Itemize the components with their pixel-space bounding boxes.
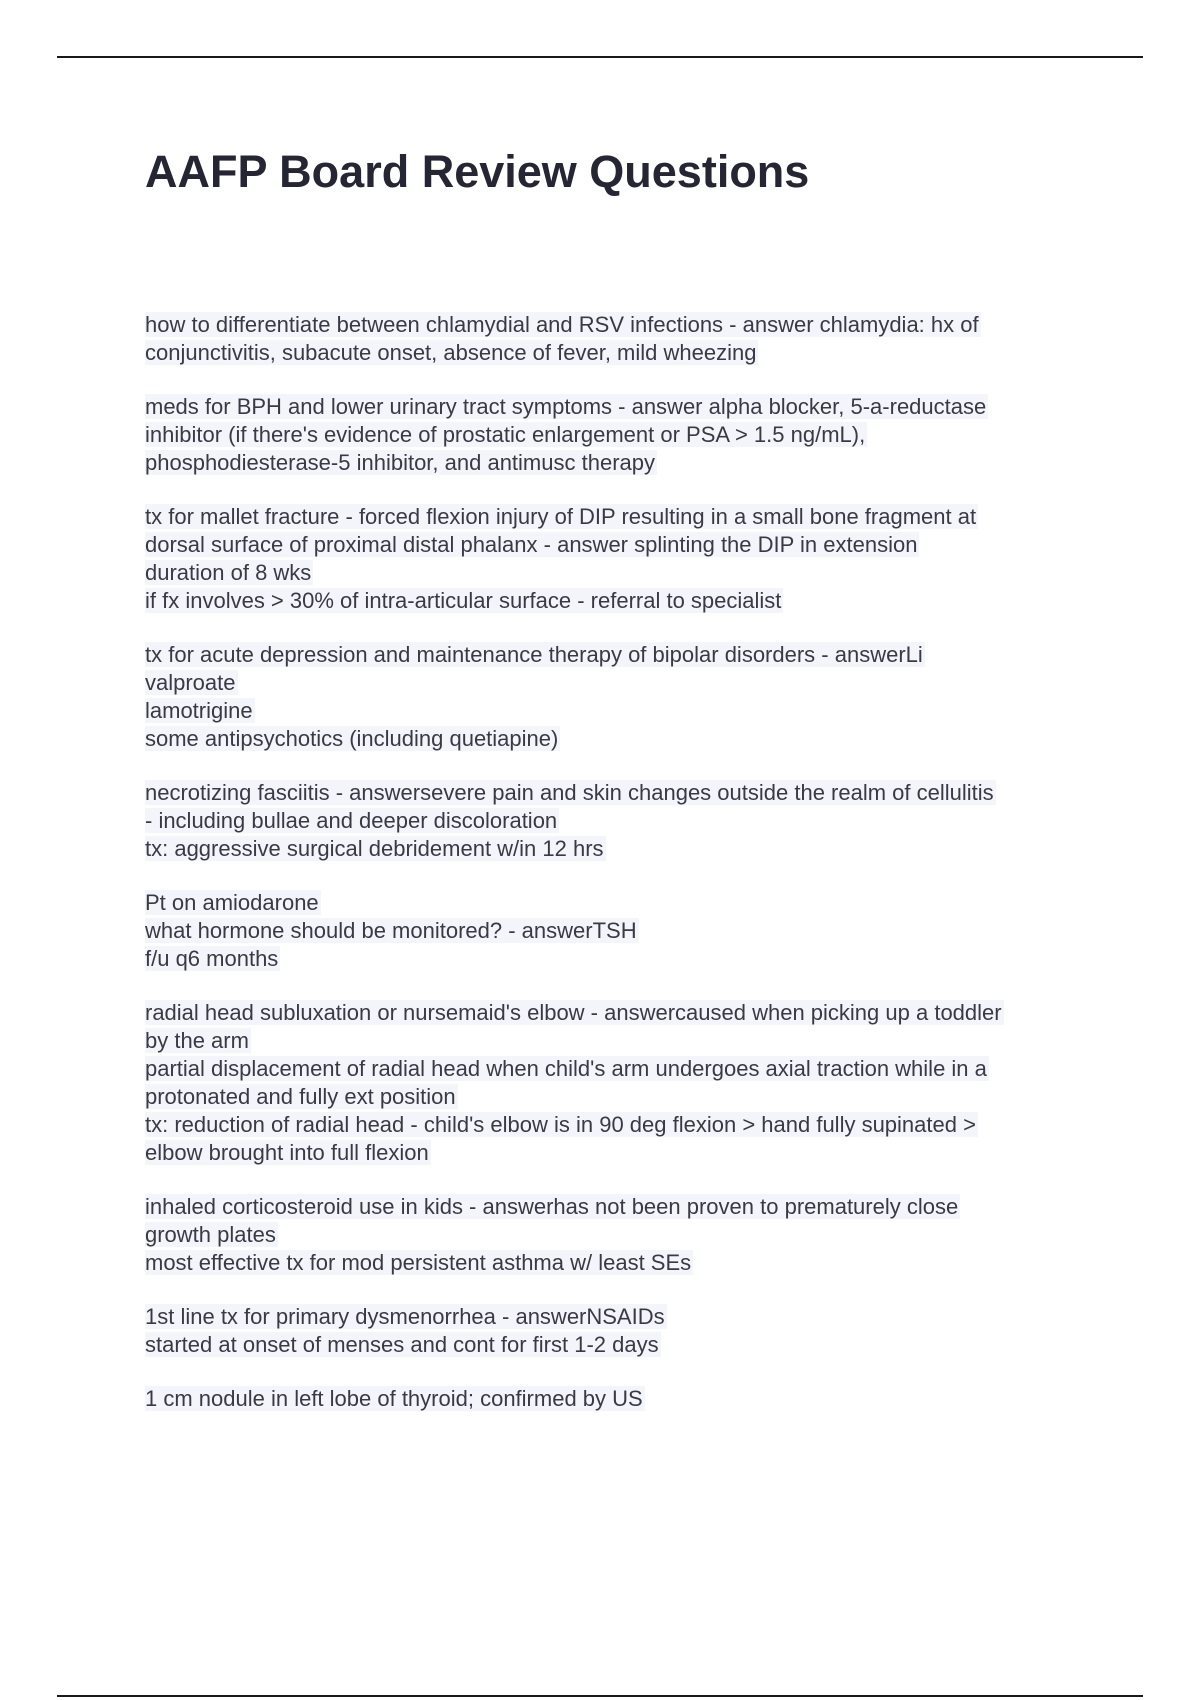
qa-line: elbow brought into full flexion xyxy=(145,1140,429,1165)
qa-line: necrotizing fasciitis - answersevere pain and skin changes outside the realm of cellulitis xyxy=(145,780,994,805)
qa-line: valproate xyxy=(145,670,236,695)
qa-card xyxy=(145,393,1090,477)
qa-line: protonated and fully ext position xyxy=(145,1084,456,1109)
qa-line: by the arm xyxy=(145,1028,249,1053)
bottom-rule xyxy=(57,1695,1143,1697)
qa-line: lamotrigine xyxy=(145,698,253,723)
qa-line: 1 cm nodule in left lobe of thyroid; confirmed by US xyxy=(145,1386,643,1411)
qa-line: 1st line tx for primary dysmenorrhea - answerNSAIDs xyxy=(145,1304,665,1329)
qa-line: conjunctivitis, subacute onset, absence of fever, mild wheezing xyxy=(145,340,757,365)
qa-card xyxy=(145,1303,1090,1359)
qa-line: meds for BPH and lower urinary tract symptoms - answer alpha blocker, 5-a-reductase xyxy=(145,394,987,419)
qa-card xyxy=(145,999,1090,1167)
qa-line: most effective tx for mod persistent asthma w/ least SEs xyxy=(145,1250,692,1275)
top-rule xyxy=(57,56,1143,58)
qa-line: what hormone should be monitored? - answerTSH xyxy=(145,918,637,943)
qa-card xyxy=(145,641,1090,753)
qa-line: partial displacement of radial head when child's arm undergoes axial traction while in a xyxy=(145,1056,987,1081)
qa-card xyxy=(145,889,1090,973)
page-title: AAFP Board Review Questions xyxy=(145,146,810,197)
qa-line: started at onset of menses and cont for first 1-2 days xyxy=(145,1332,659,1357)
qa-line: duration of 8 wks xyxy=(145,560,312,585)
qa-line: inhaled corticosteroid use in kids - answerhas not been proven to prematurely close xyxy=(145,1194,959,1219)
qa-line: f/u q6 months xyxy=(145,946,279,971)
qa-line: growth plates xyxy=(145,1222,276,1247)
qa-line: how to differentiate between chlamydial and RSV infections - answer chlamydia: hx of xyxy=(145,312,979,337)
qa-card xyxy=(145,311,1090,367)
qa-list xyxy=(145,311,1090,1439)
qa-line: inhibitor (if there's evidence of prostatic enlargement or PSA > 1.5 ng/mL), xyxy=(145,422,866,447)
qa-line: tx for mallet fracture - forced flexion injury of DIP resulting in a small bone fragment at xyxy=(145,504,977,529)
qa-line: if fx involves > 30% of intra-articular surface - referral to specialist xyxy=(145,588,782,613)
qa-card xyxy=(145,1385,1090,1413)
qa-card xyxy=(145,503,1090,615)
qa-line: tx for acute depression and maintenance therapy of bipolar disorders - answerLi xyxy=(145,642,923,667)
qa-line: radial head subluxation or nursemaid's elbow - answercaused when picking up a toddler xyxy=(145,1000,1002,1025)
qa-line: dorsal surface of proximal distal phalanx - answer splinting the DIP in extension xyxy=(145,532,918,557)
qa-line: - including bullae and deeper discoloration xyxy=(145,808,558,833)
qa-line: some antipsychotics (including quetiapine) xyxy=(145,726,559,751)
qa-line: phosphodiesterase-5 inhibitor, and antimusc therapy xyxy=(145,450,655,475)
qa-line: tx: reduction of radial head - child's elbow is in 90 deg flexion > hand fully supinated > xyxy=(145,1112,976,1137)
qa-line: tx: aggressive surgical debridement w/in 12 hrs xyxy=(145,836,604,861)
qa-card xyxy=(145,1193,1090,1277)
qa-line: Pt on amiodarone xyxy=(145,890,319,915)
qa-card xyxy=(145,779,1090,863)
